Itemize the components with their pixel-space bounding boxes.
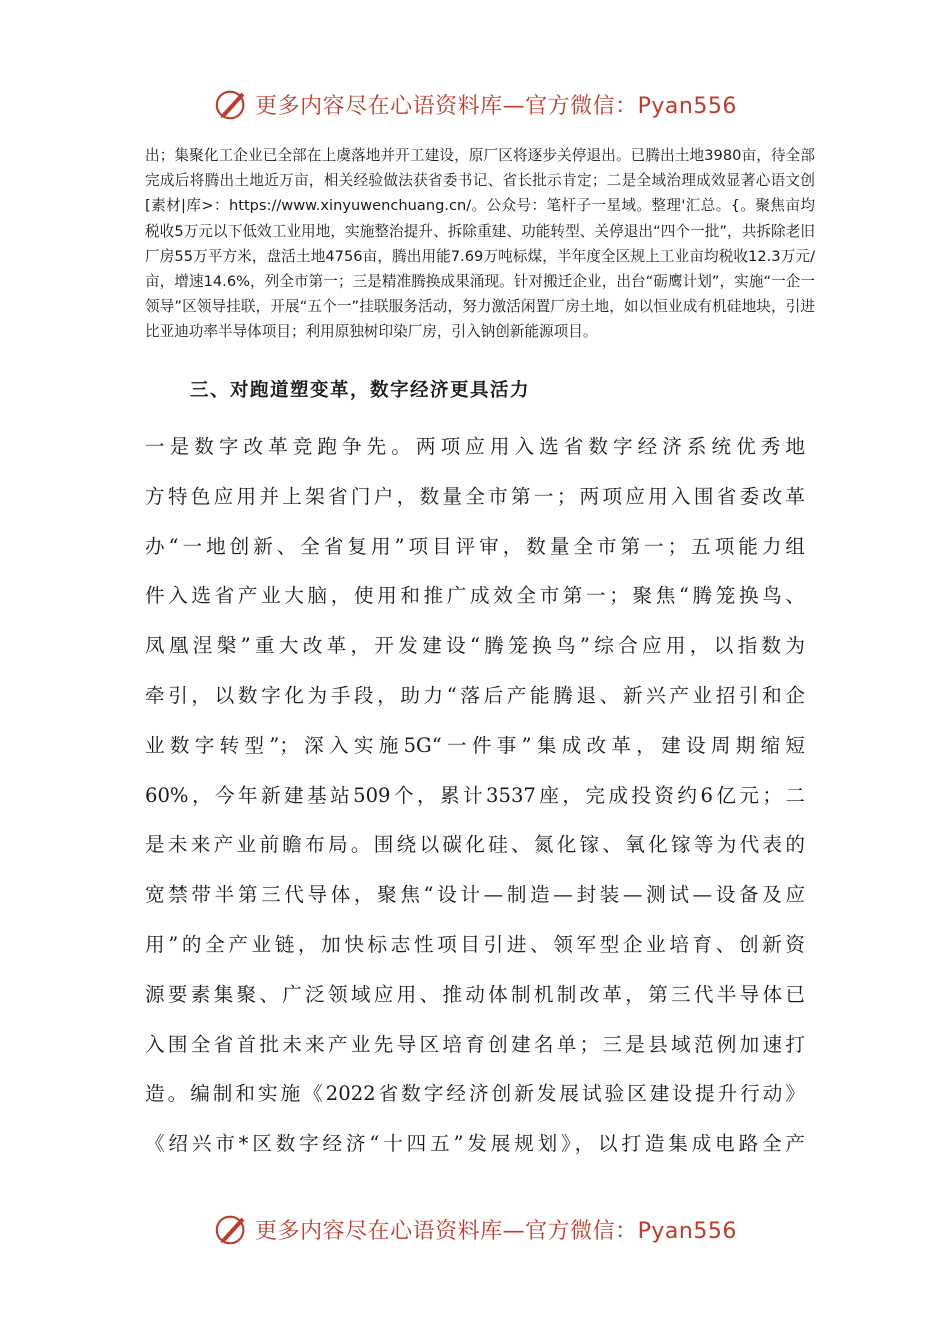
body-line: 《绍兴市*区数字经济“十四五”发展规划》，以打造集成电路全产 [145, 1132, 805, 1156]
body-line: 办“一地创新、全省复用”项目评审，数量全市第一；五项能力组 [145, 534, 805, 558]
body-line: 造。编制和实施《2022省数字经济创新发展试验区建设提升行动》 [145, 1082, 805, 1106]
body-line: 用”的全产业链，加快标志性项目引进、领军型企业培育、创新资 [145, 932, 805, 956]
body-paragraph [145, 422, 805, 1169]
footer-watermark-banner [0, 1207, 950, 1251]
body-line: 凤凰涅槃”重大改革，开发建设“腾笼换鸟”综合应用，以指数为 [145, 634, 805, 658]
pen-circle-logo-icon [213, 85, 251, 123]
body-line: 方特色应用并上架省门户，数量全市第一；两项应用入围省委改革 [145, 484, 805, 508]
body-line: 业数字转型”；深入实施5G“一件事”集成改革，建设周期缩短 [145, 733, 805, 757]
header-watermark-banner [0, 82, 950, 126]
body-line: 宽禁带半第三代导体，聚焦“设计—制造—封装—测试—设备及应 [145, 883, 805, 907]
small-print-paragraph: 出；集聚化工企业已全部在上虞落地并开工建设，原厂区将逐步关停退出。已腾出土地3980亩，待全部完成后将腾出土地近万亩，相关经验做法获省委书记、省长批示肯定；二是全域治理成效显著心语文创[素材|库>：https://www.xinyuwenchuang.cn/。公众号：笔杆子一星域。整理'汇总。{。聚焦亩均税收5万元以下低效工业用地，实施整治提升、拆除重建、功能转型、关停退出“四个一批”，共拆除老旧厂房55万平方米，盘活土地4756亩，腾出用能7.69万吨标煤，半年度全区规上工业亩均税收12.3万元/亩，增速14.6%，列全市第一；三是精准腾换成果涌现。针对搬迁企业，出台“砺鹰计划”，实施“一企一领导”区领导挂联，开展“五个一”挂联服务活动，努力激活闲置厂房土地，如以恒业成有机硅地块，引进比亚迪功率半导体项目；利用原独树印染厂房，引入钠创新能源项目。 [145, 147, 815, 341]
watermark-text: 更多内容尽在心语资料库—官方微信：Pyan556 [255, 93, 737, 119]
body-line: 一是数字改革竞跑争先。两项应用入选省数字经济系统优秀地 [145, 435, 805, 458]
body-line: 是未来产业前瞻布局。围绕以碳化硅、氮化镓、氧化镓等为代表的 [145, 833, 805, 857]
section-heading: 三、对跑道塑变革，数字经济更具活力 [190, 380, 531, 401]
body-line: 牵引，以数字化为手段，助力“落后产能腾退、新兴产业招引和企 [145, 683, 805, 707]
body-line: 60%，今年新建基站509个，累计3537座，完成投资约6亿元；二 [145, 783, 805, 807]
pen-circle-logo-icon [213, 1210, 251, 1248]
body-line: 入围全省首批未来产业先导区培育创建名单；三是县域范例加速打 [145, 1032, 805, 1056]
body-line: 源要素集聚、广泛领域应用、推动体制机制改革，第三代半导体已 [145, 982, 805, 1006]
watermark-text: 更多内容尽在心语资料库—官方微信：Pyan556 [255, 1218, 737, 1244]
body-line: 件入选省产业大脑，使用和推广成效全市第一；聚焦“腾笼换鸟、 [145, 584, 805, 608]
